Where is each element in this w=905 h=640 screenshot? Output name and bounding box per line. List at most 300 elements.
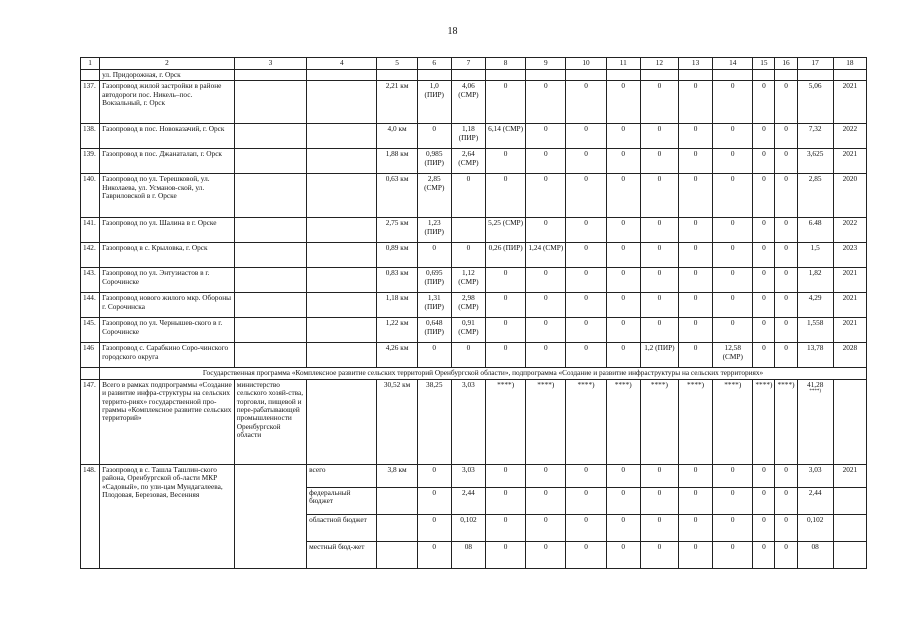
value-cell: 6,14 (СМР) (486, 124, 526, 149)
program-table (80, 57, 867, 569)
total-cell: 0,102 (797, 514, 833, 541)
row-name: Газопровод по ул. Чернышев-ского в г. Сорочинске (100, 318, 235, 343)
row-name: Газопровод в пос. Новоказачий, г. Орск (100, 124, 235, 149)
value-cell: 0 (566, 487, 606, 514)
value-cell: 0 (566, 464, 606, 487)
footnote-mark: ****) (566, 379, 606, 464)
total-cell: 5,06 (797, 81, 833, 124)
table-cell (526, 70, 566, 81)
value-cell: 0 (678, 514, 712, 541)
value-cell: 0 (753, 218, 775, 243)
row-name: Газопровод в с. Ташла Ташлин-ского района, Оренбургской об-ласти МКР «Садовый», по ули-цам Мундагалеева, Плодовая, Березовая, Весенняя (100, 464, 235, 568)
value-cell: 0,91 (СМР) (451, 318, 485, 343)
value-cell: 0 (526, 149, 566, 174)
value-cell: 0 (566, 541, 606, 568)
table-cell (833, 70, 866, 81)
value-cell: 0 (753, 318, 775, 343)
executor-cell: министерство сельского хозяй-ства, торговли, пищевой и пере-рабатывающей промышленности Оренбургской области (234, 379, 306, 464)
total-cell: 6.48 (797, 218, 833, 243)
value-cell: 0 (713, 149, 753, 174)
budget-label: местный бюд-жет (307, 541, 377, 568)
length-cell: 1,18 км (377, 293, 417, 318)
value-cell: 0 (640, 487, 678, 514)
column-header: 4 (307, 58, 377, 70)
value-cell: 0 (678, 318, 712, 343)
value-cell: 0 (713, 218, 753, 243)
table-cell (377, 514, 417, 541)
row-name: Газопровод нового жилого мкр. Обороны г. Сорочинска (100, 293, 235, 318)
value-cell: 0 (640, 218, 678, 243)
table-cell (606, 70, 640, 81)
value-cell: 0 (566, 174, 606, 218)
column-header: 1 (81, 58, 100, 70)
length-cell: 4,0 км (377, 124, 417, 149)
value-cell: 0 (606, 81, 640, 124)
length-cell: 2,75 км (377, 218, 417, 243)
total-cell: 7,32 (797, 124, 833, 149)
table-cell (640, 70, 678, 81)
value-cell: 0 (606, 487, 640, 514)
value-cell: 12,58 (СМР) (713, 343, 753, 368)
value-cell: 0 (678, 464, 712, 487)
footnote-mark: ****) (713, 379, 753, 464)
value-cell: 0 (753, 149, 775, 174)
table-cell (307, 268, 377, 293)
value-cell: 0 (678, 487, 712, 514)
table-row (81, 379, 867, 464)
year-cell: 2022 (833, 124, 866, 149)
table-row (81, 218, 867, 243)
table-cell (307, 243, 377, 268)
value-cell: 0 (417, 541, 451, 568)
column-header: 16 (775, 58, 797, 70)
value-cell: 0 (606, 174, 640, 218)
value-cell: 0 (606, 293, 640, 318)
value-cell: 0 (713, 174, 753, 218)
table-cell (797, 70, 833, 81)
value-cell: 4,06 (СМР) (451, 81, 485, 124)
row-name: ул. Придорожная, г. Орск (100, 70, 235, 81)
value-cell: 0 (775, 343, 797, 368)
row-number: 143. (81, 268, 100, 293)
value-cell: 0 (640, 268, 678, 293)
value-cell: 0 (486, 343, 526, 368)
value-cell: 0 (417, 343, 451, 368)
value-cell: 0,102 (451, 514, 485, 541)
year-cell: 2021 (833, 293, 866, 318)
value-cell: 0 (753, 243, 775, 268)
footnote-mark: ****) (753, 379, 775, 464)
value-cell: 0 (775, 124, 797, 149)
column-header: 7 (451, 58, 485, 70)
value-cell: 0 (526, 218, 566, 243)
value-cell: 0 (713, 293, 753, 318)
value-cell: 0 (640, 81, 678, 124)
column-header: 6 (417, 58, 451, 70)
table-cell (234, 464, 306, 568)
value-cell: 0 (775, 318, 797, 343)
value-cell: 0 (606, 268, 640, 293)
value-cell: 0 (775, 81, 797, 124)
table-cell (234, 293, 306, 318)
value-cell: 0 (486, 149, 526, 174)
year-cell: 2021 (833, 81, 866, 124)
table-cell (307, 379, 377, 464)
length-cell: 0,89 км (377, 243, 417, 268)
value-cell: 0 (640, 243, 678, 268)
table-cell (451, 70, 485, 81)
value-cell: 0 (775, 174, 797, 218)
value-cell: 0 (417, 243, 451, 268)
value-cell: 0 (640, 124, 678, 149)
value-cell: 0 (566, 243, 606, 268)
value-cell: 0 (678, 541, 712, 568)
row-number: 138. (81, 124, 100, 149)
value-cell: 0 (678, 218, 712, 243)
budget-label: федеральный бюджет (307, 487, 377, 514)
year-cell: 2021 (833, 149, 866, 174)
value-cell: 0 (606, 318, 640, 343)
total-cell: 1,558 (797, 318, 833, 343)
value-cell: 0 (566, 514, 606, 541)
table-cell (307, 81, 377, 124)
table-cell (377, 70, 417, 81)
value-cell: 0 (753, 81, 775, 124)
value-cell: 0 (713, 541, 753, 568)
table-cell (234, 218, 306, 243)
value-cell: 2,64 (СМР) (451, 149, 485, 174)
footnote-mark: ****) (809, 389, 821, 395)
length-cell: 2,21 км (377, 81, 417, 124)
year-cell: 2021 (833, 268, 866, 293)
value-cell: 0 (640, 149, 678, 174)
length-cell: 0,63 км (377, 174, 417, 218)
table-row (81, 293, 867, 318)
footnote-mark: ****) (678, 379, 712, 464)
value-cell: 0 (775, 293, 797, 318)
footnote-mark: ****) (526, 379, 566, 464)
value-cell: 0 (640, 514, 678, 541)
value-cell: 0 (753, 541, 775, 568)
length-cell: 1,22 км (377, 318, 417, 343)
table-cell (307, 318, 377, 343)
row-number: 145. (81, 318, 100, 343)
value-cell (451, 218, 485, 243)
row-name: Газопровод в пос. Джанаталап, г. Орск (100, 149, 235, 174)
value-cell: 0 (713, 487, 753, 514)
year-cell: 2028 (833, 343, 866, 368)
table-cell (486, 70, 526, 81)
value-cell: 0 (606, 124, 640, 149)
table-cell (307, 343, 377, 368)
table-cell (81, 70, 100, 81)
total-cell: 08 (797, 541, 833, 568)
value-cell: 0 (526, 293, 566, 318)
total-cell: 2,85 (797, 174, 833, 218)
value-cell: 0 (713, 514, 753, 541)
value-cell: 0 (678, 81, 712, 124)
value-cell: 1,18 (ПИР) (451, 124, 485, 149)
value-cell: 0,985 (ПИР) (417, 149, 451, 174)
value-cell: 0 (713, 124, 753, 149)
value-cell: 3,03 (451, 379, 485, 464)
value-cell: 1,12 (СМР) (451, 268, 485, 293)
value-cell: 0,695 (ПИР) (417, 268, 451, 293)
value-cell: 08 (451, 541, 485, 568)
value-cell: 0 (606, 149, 640, 174)
table-cell (833, 487, 866, 514)
value-cell: 0 (640, 541, 678, 568)
table-header-row (81, 58, 867, 70)
total-cell: 3,03 (797, 464, 833, 487)
table-cell (234, 124, 306, 149)
table-cell (417, 70, 451, 81)
row-name: Всего в рамках подпрограммы «Создание и развитие инфра-структуры на сельских террито-риях» государственной про-граммы «Комплексное развитие сельских территорий» (100, 379, 235, 464)
table-cell (307, 70, 377, 81)
table-cell (377, 487, 417, 514)
table-cell (234, 70, 306, 81)
column-header: 10 (566, 58, 606, 70)
value-cell: 0 (640, 293, 678, 318)
value-cell: 0 (566, 268, 606, 293)
table-cell (307, 149, 377, 174)
value-cell: 0 (678, 293, 712, 318)
length-cell: 3,8 км (377, 464, 417, 487)
value-cell: 5,25 (СМР) (486, 218, 526, 243)
value-cell: 0 (678, 343, 712, 368)
table-cell (234, 318, 306, 343)
table-row (81, 174, 867, 218)
value-cell: 0 (640, 464, 678, 487)
column-header: 17 (797, 58, 833, 70)
table-cell (775, 70, 797, 81)
value-cell: 0 (486, 318, 526, 343)
value-cell: 1,23 (ПИР) (417, 218, 451, 243)
table-row (81, 343, 867, 368)
length-cell: 30,52 км (377, 379, 417, 464)
row-name: Газопровод по ул. Шалина в г. Орске (100, 218, 235, 243)
value-cell: 0 (775, 514, 797, 541)
table-cell (833, 541, 866, 568)
total-cell (797, 379, 833, 464)
value-cell: 0 (640, 174, 678, 218)
value-cell: 38,25 (417, 379, 451, 464)
value-cell: 0 (526, 464, 566, 487)
value-cell: 2,44 (451, 487, 485, 514)
value-cell: 0 (753, 464, 775, 487)
row-name: Газопровод жилой застройки в районе автодороги пос. Никель–пос. Вокзальный, г. Орск (100, 81, 235, 124)
column-header: 13 (678, 58, 712, 70)
value-cell: 0 (566, 81, 606, 124)
value-cell: 0,648 (ПИР) (417, 318, 451, 343)
table-cell (566, 70, 606, 81)
footnote-mark: ****) (775, 379, 797, 464)
value-cell: 0 (713, 243, 753, 268)
row-number: 148. (81, 464, 100, 568)
total-cell: 2,44 (797, 487, 833, 514)
value-cell: 1,24 (СМР) (526, 243, 566, 268)
row-number: 142. (81, 243, 100, 268)
value-cell: 0 (526, 124, 566, 149)
table-cell (234, 149, 306, 174)
value-cell: 0 (775, 464, 797, 487)
column-header: 12 (640, 58, 678, 70)
row-name: Газопровод по ул. Терешковой, ул. Николаева, ул. Усманов-ской, ул. Гавриловской в г. Орске (100, 174, 235, 218)
value-cell: 0 (566, 124, 606, 149)
table-cell (234, 243, 306, 268)
table-cell (833, 379, 866, 464)
value-cell: 0 (486, 464, 526, 487)
value-cell: 0 (566, 318, 606, 343)
column-header: 9 (526, 58, 566, 70)
value-cell: 0 (678, 124, 712, 149)
row-number: 144. (81, 293, 100, 318)
value-cell: 0 (486, 293, 526, 318)
row-name: Газопровод с. Сарабкино Соро-чинского городского округа (100, 343, 235, 368)
value-cell: 0 (566, 293, 606, 318)
value-cell: 0 (678, 174, 712, 218)
length-cell: 1,88 км (377, 149, 417, 174)
value-cell: 0 (486, 81, 526, 124)
table-cell (307, 218, 377, 243)
column-header: 11 (606, 58, 640, 70)
table-cell (753, 70, 775, 81)
value-cell: 0 (417, 124, 451, 149)
value-cell: 0 (526, 514, 566, 541)
length-cell: 0,83 км (377, 268, 417, 293)
value-cell: 0 (526, 81, 566, 124)
year-cell: 2021 (833, 318, 866, 343)
value-cell: 3,03 (451, 464, 485, 487)
row-number: 146 (81, 343, 100, 368)
value-cell: 0 (775, 487, 797, 514)
table-cell (81, 368, 100, 379)
table-row (81, 124, 867, 149)
value-cell: 0 (775, 268, 797, 293)
page-number: 18 (447, 26, 458, 37)
total-cell: 13,78 (797, 343, 833, 368)
value-cell: 0 (775, 541, 797, 568)
value-cell: 0 (753, 124, 775, 149)
table-row (81, 70, 867, 81)
table-cell (377, 541, 417, 568)
column-header: 2 (100, 58, 235, 70)
value-cell: 0 (486, 514, 526, 541)
table-cell (234, 343, 306, 368)
row-number: 141. (81, 218, 100, 243)
value-cell: 2,98 (СМР) (451, 293, 485, 318)
table-cell (234, 81, 306, 124)
table-row (81, 268, 867, 293)
value-cell: 1,0 (ПИР) (417, 81, 451, 124)
value-cell: 0,26 (ПИР) (486, 243, 526, 268)
table-cell (307, 293, 377, 318)
column-header: 18 (833, 58, 866, 70)
budget-label: всего (307, 464, 377, 487)
value-cell: 0 (753, 487, 775, 514)
column-header: 3 (234, 58, 306, 70)
value-cell: 0 (678, 149, 712, 174)
column-header: 14 (713, 58, 753, 70)
year-cell: 2020 (833, 174, 866, 218)
value-cell: 0 (713, 464, 753, 487)
value-cell: 0 (417, 487, 451, 514)
value-cell: 0 (606, 243, 640, 268)
value-cell: 0 (417, 514, 451, 541)
value-cell: 0 (451, 343, 485, 368)
table-row (81, 243, 867, 268)
value-cell: 1,2 (ПИР) (640, 343, 678, 368)
value-cell: 0 (606, 343, 640, 368)
table-cell (307, 174, 377, 218)
table-cell (833, 514, 866, 541)
table-cell (234, 268, 306, 293)
value-cell: 0 (486, 487, 526, 514)
value-cell: 0 (526, 343, 566, 368)
value-cell: 0 (713, 81, 753, 124)
value-cell: 0 (640, 318, 678, 343)
year-cell: 2022 (833, 218, 866, 243)
year-cell: 2023 (833, 243, 866, 268)
program-title-row (81, 368, 867, 379)
total-cell: 3,625 (797, 149, 833, 174)
total-cell: 1,82 (797, 268, 833, 293)
value-cell: 0 (606, 464, 640, 487)
value-cell: 0 (486, 541, 526, 568)
footnote-mark: ****) (606, 379, 640, 464)
table-cell (713, 70, 753, 81)
value-cell: 0 (775, 243, 797, 268)
total-cell: 1,5 (797, 243, 833, 268)
value-cell: 0 (606, 514, 640, 541)
value-cell: 0 (678, 268, 712, 293)
value-cell: 0 (486, 268, 526, 293)
year-cell: 2021 (833, 464, 866, 487)
value-cell: 0 (753, 174, 775, 218)
value-cell: 0 (566, 343, 606, 368)
value-cell: 0 (451, 174, 485, 218)
row-number: 139. (81, 149, 100, 174)
row-number: 147. (81, 379, 100, 464)
table-row (81, 149, 867, 174)
value-cell: 0 (451, 243, 485, 268)
program-title: Государственная программа «Комплексное развитие сельских территорий Оренбургской области», подпрограмма «Создание и развитие инфраструктуры на сельских территориях» (100, 368, 867, 379)
value-cell: 0 (526, 174, 566, 218)
row-name: Газопровод в с. Крыловка, г. Орск (100, 243, 235, 268)
value-cell: 0 (566, 218, 606, 243)
table-cell (678, 70, 712, 81)
value-cell: 0 (713, 318, 753, 343)
total-value: 41,28 (806, 379, 824, 389)
value-cell: 0 (775, 149, 797, 174)
value-cell: 1,31 (ПИР) (417, 293, 451, 318)
value-cell: 0 (713, 268, 753, 293)
value-cell: 0 (678, 243, 712, 268)
table-cell (234, 174, 306, 218)
value-cell: 0 (775, 218, 797, 243)
footnote-mark: ****) (486, 379, 526, 464)
row-number: 137. (81, 81, 100, 124)
value-cell: 0 (753, 293, 775, 318)
total-cell: 4,29 (797, 293, 833, 318)
table-row (81, 318, 867, 343)
value-cell: 0 (606, 218, 640, 243)
table-row (81, 81, 867, 124)
table-cell (307, 124, 377, 149)
length-cell: 4,26 км (377, 343, 417, 368)
value-cell: 0 (753, 343, 775, 368)
value-cell: 0 (526, 318, 566, 343)
